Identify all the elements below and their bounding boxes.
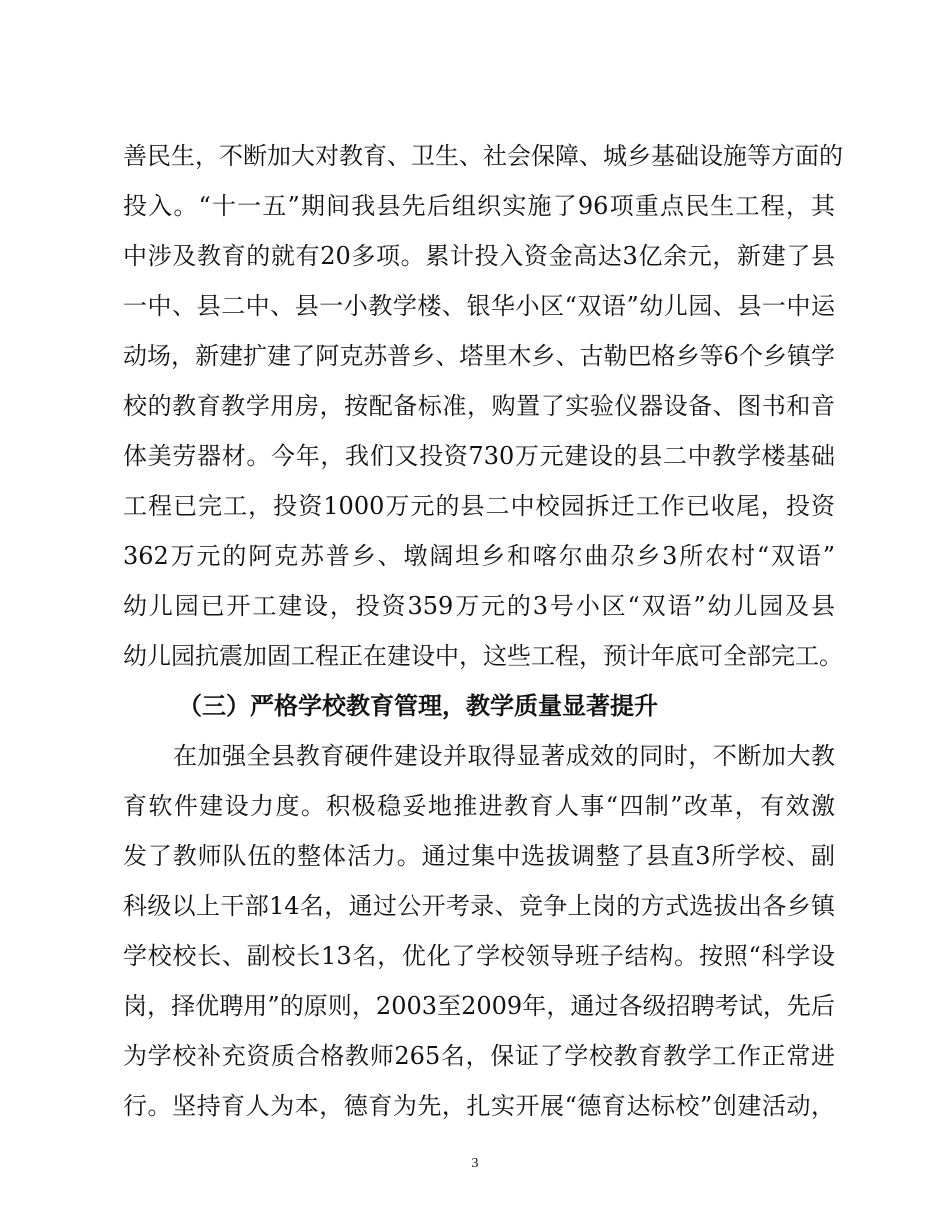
body-text-line: 中涉及教育的就有20多项。累计投入资金高达3亿余元，新建了县 xyxy=(123,242,835,270)
body-text-line: 投入。“十一五”期间我县先后组织实施了96项重点民生工程，其 xyxy=(123,192,835,220)
body-text-line: 育软件建设力度。积极稳妥地推进教育人事“四制”改革，有效激 xyxy=(123,792,835,820)
body-text-line: 校的教育教学用房，按配备标准，购置了实验仪器设备、图书和音 xyxy=(123,392,835,420)
body-text-line: 学校校长、副校长13名，优化了学校领导班子结构。按照“科学设 xyxy=(123,942,835,970)
section-heading: （三）严格学校教育管理，教学质量显著提升 xyxy=(178,692,658,720)
body-text-line: 体美劳器材。今年，我们又投资730万元建设的县二中教学楼基础 xyxy=(123,442,835,470)
body-text-line: 发了教师队伍的整体活力。通过集中选拔调整了县直3所学校、副 xyxy=(123,842,835,870)
body-text-line: 为学校补充资质合格教师265名，保证了学校教育教学工作正常进 xyxy=(123,1042,835,1070)
body-text-line: 科级以上干部14名，通过公开考录、竞争上岗的方式选拔出各乡镇 xyxy=(123,892,835,920)
body-text-line: 善民生，不断加大对教育、卫生、社会保障、城乡基础设施等方面的 xyxy=(123,142,843,170)
body-text-line: 动场，新建扩建了阿克苏普乡、塔里木乡、古勒巴格乡等6个乡镇学 xyxy=(123,342,835,370)
body-text-line: 工程已完工，投资1000万元的县二中校园拆迁工作已收尾，投资 xyxy=(123,492,835,520)
paragraph-end-line: 幼儿园抗震加固工程正在建设中，这些工程，预计年底可全部完工。 xyxy=(123,642,843,670)
body-text-line: 一中、县二中、县一小教学楼、银华小区“双语”幼儿园、县一中运 xyxy=(123,292,835,320)
body-text-line: 幼儿园已开工建设，投资359万元的3号小区“双语”幼儿园及县 xyxy=(123,592,835,620)
page-number: 3 xyxy=(471,1156,479,1171)
body-text-line: 362万元的阿克苏普乡、墩阔坦乡和喀尔曲尕乡3所农村“双语” xyxy=(123,542,835,570)
paragraph-first-line: 在加强全县教育硬件建设并取得显著成效的同时，不断加大教 xyxy=(173,742,835,770)
body-text-line: 行。坚持育人为本，德育为先，扎实开展“德育达标校”创建活动， xyxy=(123,1092,835,1120)
body-text-line: 岗，择优聘用”的原则，2003至2009年，通过各级招聘考试，先后 xyxy=(123,992,835,1020)
